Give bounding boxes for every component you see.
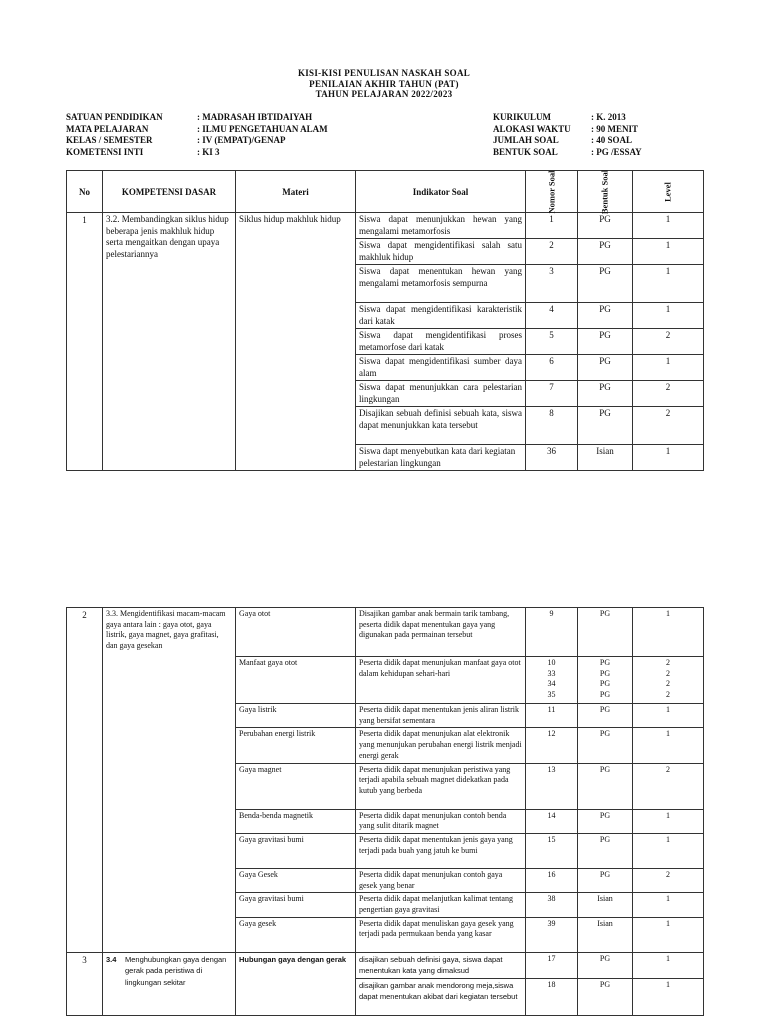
bentuk-soal: PG — [578, 239, 633, 265]
nomor-soal: 17 — [526, 952, 578, 978]
level: 1 — [633, 303, 704, 329]
bentuk-soal: PG — [578, 355, 633, 381]
meta-row — [66, 124, 328, 136]
materi: Perubahan energi listrik — [236, 728, 356, 763]
col-header-bentuk — [578, 171, 633, 213]
materi: Gaya otot — [236, 608, 356, 657]
materi: Manfaat gaya otot — [236, 657, 356, 704]
title-line-3: TAHUN PELAJARAN 2022/2023 — [315, 89, 453, 99]
meta-key: KOMETENSI INTI — [66, 146, 144, 157]
level: 1 — [633, 893, 704, 917]
bentuk-soal: PG — [578, 868, 633, 892]
bentuk-soal: PG — [578, 265, 633, 303]
meta-value: : ILMU PENGETAHUAN ALAM — [197, 123, 328, 134]
nomor-soal: 18 — [526, 978, 578, 1015]
col-header-kd: KOMPETENSI DASAR — [103, 171, 236, 213]
meta-row — [493, 112, 642, 124]
indikator: Siswa dapt menyebutkan kata dari kegiatan pelestarian lingkungan — [356, 445, 526, 471]
bentuk-soal: PG — [578, 303, 633, 329]
table-header-row — [67, 171, 704, 213]
kd-text: Menghubungkan gaya dengan gerak pada peristiwa di lingkungan sekitar — [125, 954, 227, 987]
materi: Siklus hidup makhluk hidup — [236, 213, 356, 471]
meta-key: JUMLAH SOAL — [493, 135, 559, 145]
title-line-1: KISI-KISI PENULISAN NASKAH SOAL — [297, 68, 471, 78]
bentuk-soal: PG — [578, 763, 633, 809]
indikator: Siswa dapat mengidentifikasi karakteristik dari katak — [356, 303, 526, 329]
kisi-kisi-table-2 — [66, 607, 704, 1016]
meta-value: : IV (EMPAT)/GENAP — [197, 135, 286, 145]
level: 1 — [633, 239, 704, 265]
bentuk-soal: PG — [578, 704, 633, 728]
level: 1 — [633, 213, 704, 239]
meta-left — [66, 112, 328, 158]
nomor-soal: 6 — [526, 355, 578, 381]
meta-row — [493, 135, 642, 147]
level: 1 — [633, 265, 704, 303]
bentuk-soal: PG — [578, 952, 633, 978]
level: 1 — [633, 809, 704, 833]
kompetensi-dasar — [103, 952, 236, 1015]
bentuk-soal: PG — [578, 329, 633, 355]
bentuk-soal: PG — [578, 381, 633, 407]
indikator: Siswa dapat menunjukkan cara pelestarian lingkungan — [356, 381, 526, 407]
bentuk-soal: PG — [578, 608, 633, 657]
meta-key: BENTUK SOAL — [493, 146, 558, 157]
nomor-soal: 12 — [526, 728, 578, 763]
materi: Hubungan gaya dengan gerak — [236, 952, 356, 1015]
col-header-bentuk-text: Bentuk Soal — [599, 169, 610, 214]
meta-row — [66, 135, 328, 147]
materi: Gaya gravitasi bumi — [236, 833, 356, 868]
title-line-2: PENILAIAN AKHIR TAHUN (PAT) — [309, 78, 459, 89]
indikator: Peserta didik dapat menunjukan manfaat gaya otot dalam kehidupan sehari-hari — [356, 657, 526, 704]
indikator: Disajikan gambar anak bermain tarik tambang, peserta didik dapat menentukan gaya yang digunakan pada permainan tersebut — [356, 608, 526, 657]
indikator: Peserta didik dapat menuliskan gaya gesek yang terjadi pada permukaan benda yang kasar — [356, 917, 526, 952]
materi: Gaya magnet — [236, 763, 356, 809]
level: 2 — [633, 381, 704, 407]
meta-key: MATA PELAJARAN — [66, 123, 149, 134]
level: 1 — [633, 355, 704, 381]
document-title — [0, 68, 768, 100]
meta-value: : 40 SOAL — [591, 135, 633, 145]
meta-value: : 90 MENIT — [591, 123, 638, 134]
indikator: Disajikan sebuah definisi sebuah kata, siswa dapat menunjukkan kata tersebut — [356, 407, 526, 445]
indikator: Siswa dapat menunjukkan hewan yang mengalami metamorfosis — [356, 213, 526, 239]
meta-value: : PG /ESSAY — [591, 146, 642, 157]
level: 2 — [633, 407, 704, 445]
level: 1 — [633, 917, 704, 952]
level: 1 — [633, 704, 704, 728]
indikator: Peserta didik dapat menunjukan contoh gaya gesek yang benar — [356, 868, 526, 892]
nomor-soal: 16 — [526, 868, 578, 892]
col-header-nomor — [526, 171, 578, 213]
bentuk-soal: Isian — [578, 893, 633, 917]
meta-row — [493, 147, 642, 159]
row-number: 1 — [67, 213, 103, 471]
level: 2 2 2 2 — [633, 657, 704, 704]
meta-key: ALOKASI WAKTU — [493, 123, 571, 134]
bentuk-soal: PG — [578, 728, 633, 763]
materi: Gaya listrik — [236, 704, 356, 728]
meta-key: KELAS / SEMESTER — [66, 135, 153, 145]
level: 1 — [633, 833, 704, 868]
materi: Gaya gravitasi bumi — [236, 893, 356, 917]
indikator: Peserta didik dapat menunjukan contoh benda yang sulit ditarik magnet — [356, 809, 526, 833]
nomor-soal: 39 — [526, 917, 578, 952]
col-header-no: No — [67, 171, 103, 213]
kd-number: 3.4 — [106, 954, 117, 964]
indikator: Siswa dapat menentukan hewan yang mengalami metamorfosis sempurna — [356, 265, 526, 303]
level: 2 — [633, 868, 704, 892]
meta-key: SATUAN PENDIDIKAN — [66, 112, 163, 122]
indikator: Peserta didik dapat menentukan jenis gaya yang terjadi pada buah yang jatuh ke bumi — [356, 833, 526, 868]
bentuk-soal: PG — [578, 833, 633, 868]
table-row — [67, 213, 704, 239]
nomor-soal: 15 — [526, 833, 578, 868]
nomor-soal: 5 — [526, 329, 578, 355]
meta-value: : KI 3 — [197, 146, 220, 157]
indikator: Siswa dapat mengidentifikasi sumber daya alam — [356, 355, 526, 381]
col-header-indikator: Indikator Soal — [356, 171, 526, 213]
nomor-soal: 38 — [526, 893, 578, 917]
meta-row — [66, 147, 328, 159]
meta-value: : K. 2013 — [591, 112, 626, 122]
nomor-soal: 14 — [526, 809, 578, 833]
kisi-kisi-table-1 — [66, 170, 704, 471]
row-number: 2 — [67, 608, 103, 953]
col-header-materi: Materi — [236, 171, 356, 213]
kompetensi-dasar: 3.2. Membandingkan siklus hidup beberapa jenis makhluk hidup serta mengaitkan dengan upaya pelestariannya — [103, 213, 236, 471]
meta-row — [493, 124, 642, 136]
kompetensi-dasar: 3.3. Mengidentifikasi macam-macam gaya antara lain : gaya otot, gaya listrik, gaya magnet, gaya grafitasi, dan gaya gesekan — [103, 608, 236, 953]
col-header-level — [633, 171, 704, 213]
nomor-soal: 13 — [526, 763, 578, 809]
level: 2 — [633, 763, 704, 809]
meta-right — [493, 112, 642, 158]
nomor-soal: 11 — [526, 704, 578, 728]
indikator: Siswa dapat mengidentifikasi salah satu makhluk hidup — [356, 239, 526, 265]
level: 1 — [633, 978, 704, 1015]
nomor-soal: 10 33 34 35 — [526, 657, 578, 704]
indikator: Peserta didik dapat melanjutkan kalimat tentang pengertian gaya gravitasi — [356, 893, 526, 917]
level: 1 — [633, 608, 704, 657]
bentuk-soal: PG — [578, 213, 633, 239]
materi: Gaya Gesek — [236, 868, 356, 892]
nomor-soal: 7 — [526, 381, 578, 407]
table-row — [67, 952, 704, 978]
meta-value: : MADRASAH IBTIDAIYAH — [197, 112, 313, 122]
indikator: Peserta didik dapat menunjukan peristiwa yang terjadi apabila sebuah magnet didekatkan pada kutub yang berbeda — [356, 763, 526, 809]
meta-row — [66, 112, 328, 124]
col-header-level-text: Level — [662, 181, 673, 202]
materi: Gaya gesek — [236, 917, 356, 952]
indikator: Siswa dapat mengidentifikasi proses metamorfose dari katak — [356, 329, 526, 355]
indikator: disajikan gambar anak mendorong meja,siswa dapat menentukan akibat dari kegiatan tersebut — [356, 978, 526, 1015]
nomor-soal: 2 — [526, 239, 578, 265]
bentuk-soal: PG PG PG PG — [578, 657, 633, 704]
nomor-soal: 1 — [526, 213, 578, 239]
bentuk-soal: PG — [578, 407, 633, 445]
nomor-soal: 3 — [526, 265, 578, 303]
nomor-soal: 36 — [526, 445, 578, 471]
table-row — [67, 608, 704, 657]
indikator: Peserta didik dapat menunjukan alat elektronik yang menunjukan perubahan energi listrik menjadi energi gerak — [356, 728, 526, 763]
indikator: Peserta didik dapat menentukan jenis aliran listrik yang bersifat sementara — [356, 704, 526, 728]
level: 2 — [633, 329, 704, 355]
nomor-soal: 9 — [526, 608, 578, 657]
meta-key: KURIKULUM — [493, 112, 551, 122]
nomor-soal: 4 — [526, 303, 578, 329]
level: 1 — [633, 728, 704, 763]
level: 1 — [633, 445, 704, 471]
bentuk-soal: PG — [578, 978, 633, 1015]
bentuk-soal: Isian — [578, 917, 633, 952]
indikator: disajikan sebuah definisi gaya, siswa dapat menentukan kata yang dimaksud — [356, 952, 526, 978]
bentuk-soal: PG — [578, 809, 633, 833]
materi: Benda-benda magnetik — [236, 809, 356, 833]
col-header-nomor-text: Nomor Soal — [546, 169, 556, 214]
bentuk-soal: Isian — [578, 445, 633, 471]
level: 1 — [633, 952, 704, 978]
row-number: 3 — [67, 952, 103, 1015]
nomor-soal: 8 — [526, 407, 578, 445]
